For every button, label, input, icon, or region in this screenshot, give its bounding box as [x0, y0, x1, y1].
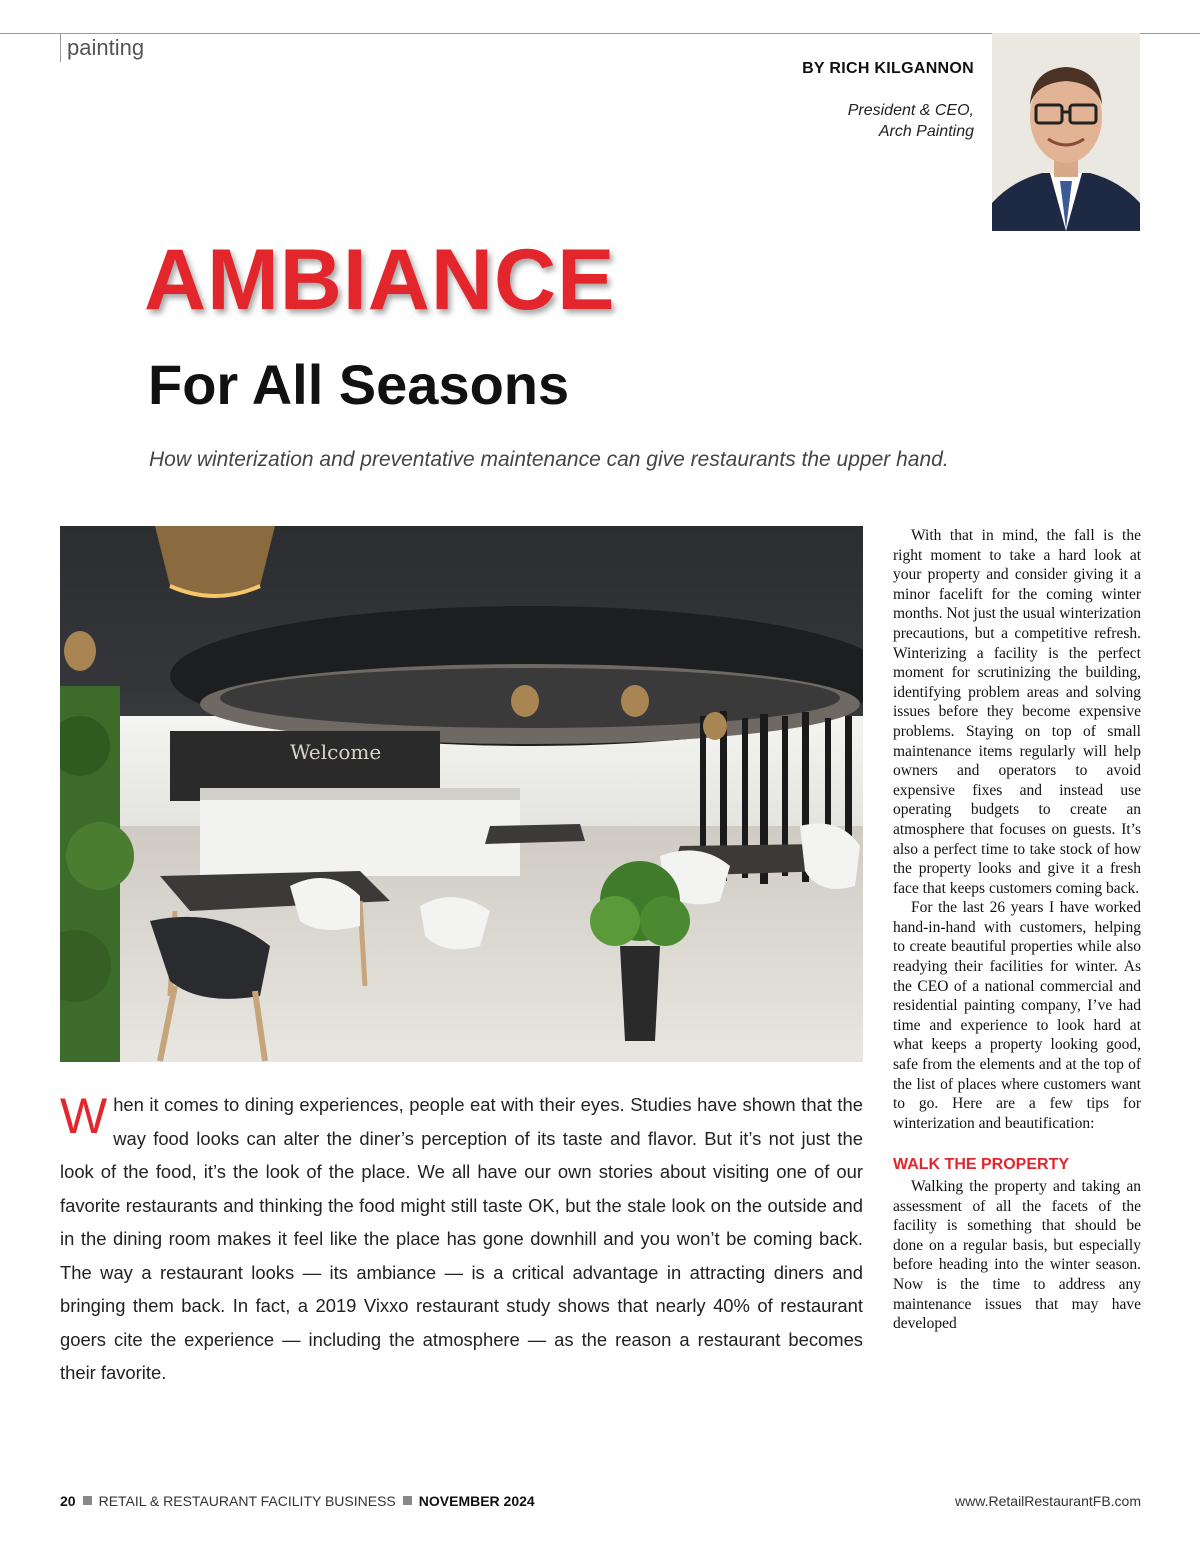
sidebar-paragraph-3: Walking the property and taking an assessment of all the facets of the facility is something that should be done on a regular basis, but especially before heading into the winter season. Now is the time to address any maintenance issues that may have developed — [893, 1178, 1141, 1333]
footer-left — [60, 1493, 535, 1509]
author-title-line2: Arch Painting — [878, 123, 974, 140]
restaurant-interior-image — [60, 526, 863, 1062]
issue-date: NOVEMBER 2024 — [418, 1493, 535, 1509]
headline-sub: For All Seasons — [148, 353, 570, 416]
main-body-text — [60, 1088, 863, 1390]
sidebar-paragraph-2: For the last 26 years I have worked hand-in-hand with customers, helping to create beautiful properties while also readying their facilities for winter. As the CEO of a national commercial and residential painting company, I’ve had time and experience to look hard at what keeps a property looking good, safe from the elements and at the top of the list of places where customers want to go. Here are a few tips for winterization and beautification: — [893, 899, 1141, 1132]
section-heading: WALK THE PROPERTY — [893, 1156, 1070, 1174]
restaurant-photo — [60, 526, 863, 1062]
author-title — [848, 100, 974, 142]
separator-square — [83, 1496, 92, 1505]
deck-subtitle: How winterization and preventative maintenance can give restaurants the upper hand. — [149, 448, 949, 471]
headline-main: AMBIANCE — [144, 232, 616, 328]
welcome-sign: Welcome — [290, 740, 382, 764]
publication-name: RETAIL & RESTAURANT FACILITY BUSINESS — [98, 1493, 396, 1509]
author-title-line1: President & CEO, — [847, 102, 974, 119]
separator-square — [403, 1496, 412, 1505]
author-headshot — [992, 33, 1140, 231]
intro-paragraph: hen it comes to dining experiences, people eat with their eyes. Studies have shown that the way food looks can alter the diner’s perception of its taste and flavor. But it’s not just the look of the food, it’s the look of the place. We all have our own stories about visiting one of our favorite restaurants and thinking the food might still taste OK, but the stale look on the outside and in the dining room makes it feel like the place has gone downhill and you won’t be coming back. The way a restaurant looks — its ambiance — is a critical advantage in attracting diners and bringing them back. In fact, a 2019 Vixxo restaurant study shows that nearly 40% of restaurant goers cite the experience — including the atmosphere — as the reason a restaurant becomes their favorite. — [60, 1094, 863, 1383]
drop-cap: W — [60, 1088, 108, 1144]
sidebar-paragraph-1: With that in mind, the fall is the right moment to take a hard look at your property and consider giving it a minor facelift for the coming winter months. Not just the usual winterization precautions, but a competitive refresh. Winterizing a facility is the perfect moment for scrutinizing the building, identifying problem areas and solving issues before they become expensive problems. Staying on top of small maintenance items regularly will help owners and operators to avoid expensive fixes and instead use operating budgets to create an atmosphere that focuses on guests. It’s also a perfect time to take stock of how the property looks and give it a fresh face that keeps customers coming back. — [893, 527, 1141, 897]
page-number: 20 — [60, 1493, 76, 1509]
author-portrait-image — [992, 33, 1140, 231]
sidebar-column — [893, 526, 1141, 1334]
website-link[interactable]: www.RetailRestaurantFB.com — [955, 1493, 1141, 1509]
byline: BY RICH KILGANNON — [802, 60, 974, 77]
section-label: painting — [60, 34, 144, 62]
